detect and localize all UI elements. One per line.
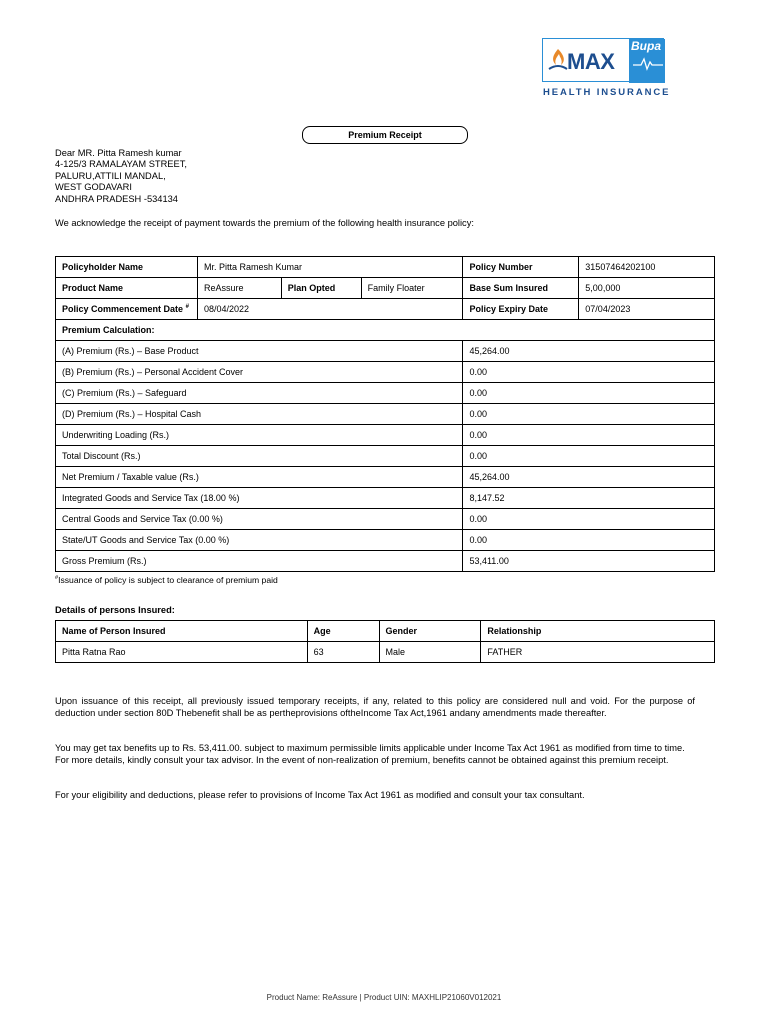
premium-row-label: Central Goods and Service Tax (0.00 %) xyxy=(56,509,463,530)
flame-icon xyxy=(547,47,569,73)
premium-row-value: 0.00 xyxy=(463,362,715,383)
paragraph-null-void: Upon issuance of this receipt, all previously issued temporary receipts, if any, related to this policy are considered null and void. For the purpose of deduction under section 80D Thebenefit shall be as pertheprovisions oftheIncome Tax Act,1961 andany amendments made thereafter. xyxy=(55,696,695,718)
dates-row xyxy=(56,299,715,320)
persons-heading: Details of persons Insured: xyxy=(55,605,175,615)
persons-header-cell: Name of Person Insured xyxy=(56,621,308,642)
premium-row-label: (C) Premium (Rs.) – Safeguard xyxy=(56,383,463,404)
premium-row-value: 8,147.52 xyxy=(463,488,715,509)
address-line-3: WEST GODAVARI xyxy=(55,182,132,192)
expiry-label: Policy Expiry Date xyxy=(463,299,579,320)
person-row xyxy=(56,642,715,663)
premium-calculation-label: Premium Calculation: xyxy=(56,320,715,341)
sum-insured-value: 5,00,000 xyxy=(579,278,715,299)
premium-row-label: Total Discount (Rs.) xyxy=(56,446,463,467)
product-value: ReAssure xyxy=(197,278,281,299)
premium-row xyxy=(56,551,715,572)
footer-product-info: Product Name: ReAssure | Product UIN: MAXHLIP21060V012021 xyxy=(266,993,502,1002)
company-logo xyxy=(540,38,671,100)
logo-subtitle: HEALTH INSURANCE xyxy=(543,87,671,98)
person-cell: 63 xyxy=(307,642,379,663)
premium-row-value: 45,264.00 xyxy=(463,467,715,488)
paragraph-eligibility: For your eligibility and deductions, please refer to provisions of Income Tax Act 1961 as modified and consult your tax consultant. xyxy=(55,790,585,800)
paragraph-tax-benefits: You may get tax benefits up to Rs. 53,411.00. subject to maximum permissible limits applicable under Income Tax Act 1961 as modified from time to time. For more details, kindly consult your tax advisor. In the event of non-realization of premium, benefits cannot be obtained against this premium receipt. xyxy=(55,743,685,765)
logo-brand: MAX xyxy=(567,49,615,74)
greeting: Dear MR. Pitta Ramesh kumar xyxy=(55,148,182,158)
premium-row xyxy=(56,467,715,488)
premium-row xyxy=(56,446,715,467)
person-cell: Pitta Ratna Rao xyxy=(56,642,308,663)
premium-row xyxy=(56,530,715,551)
product-row xyxy=(56,278,715,299)
heartbeat-icon xyxy=(633,57,663,71)
policy-table xyxy=(55,256,715,572)
address-line-4: ANDHRA PRADESH -534134 xyxy=(55,194,178,204)
premium-row-label: (A) Premium (Rs.) – Base Product xyxy=(56,341,463,362)
policyholder-row xyxy=(56,257,715,278)
premium-row xyxy=(56,509,715,530)
sum-insured-label: Base Sum Insured xyxy=(463,278,579,299)
persons-table xyxy=(55,620,715,663)
premium-row-value: 53,411.00 xyxy=(463,551,715,572)
page-title: Premium Receipt xyxy=(302,126,468,144)
premium-row-label: Integrated Goods and Service Tax (18.00 %) xyxy=(56,488,463,509)
premium-row-label: Underwriting Loading (Rs.) xyxy=(56,425,463,446)
premium-row-label: (B) Premium (Rs.) – Personal Accident Cover xyxy=(56,362,463,383)
policyholder-value: Mr. Pitta Ramesh Kumar xyxy=(197,257,462,278)
commencement-value: 08/04/2022 xyxy=(197,299,462,320)
premium-row xyxy=(56,362,715,383)
commencement-label: Policy Commencement Date # xyxy=(56,299,198,320)
persons-header-cell: Gender xyxy=(379,621,481,642)
plan-value: Family Floater xyxy=(361,278,463,299)
acknowledgement-text: We acknowledge the receipt of payment towards the premium of the following health insurance policy: xyxy=(55,218,474,228)
premium-row-value: 0.00 xyxy=(463,509,715,530)
premium-row xyxy=(56,341,715,362)
premium-row-value: 0.00 xyxy=(463,404,715,425)
persons-rows xyxy=(56,642,715,663)
premium-row-value: 0.00 xyxy=(463,446,715,467)
premium-row xyxy=(56,425,715,446)
premium-row-label: (D) Premium (Rs.) – Hospital Cash xyxy=(56,404,463,425)
person-cell: Male xyxy=(379,642,481,663)
premium-row-label: Gross Premium (Rs.) xyxy=(56,551,463,572)
logo-box xyxy=(542,38,664,82)
premium-row-label: Net Premium / Taxable value (Rs.) xyxy=(56,467,463,488)
expiry-value: 07/04/2023 xyxy=(579,299,715,320)
premium-row-value: 0.00 xyxy=(463,383,715,404)
premium-row-value: 45,264.00 xyxy=(463,341,715,362)
person-cell: FATHER xyxy=(481,642,715,663)
plan-label: Plan Opted xyxy=(281,278,361,299)
policyholder-label: Policyholder Name xyxy=(56,257,198,278)
premium-row xyxy=(56,383,715,404)
premium-row xyxy=(56,404,715,425)
policy-number-label: Policy Number xyxy=(463,257,579,278)
policy-number-value: 31507464202100 xyxy=(579,257,715,278)
product-label: Product Name xyxy=(56,278,198,299)
premium-row-label: State/UT Goods and Service Tax (0.00 %) xyxy=(56,530,463,551)
persons-header-cell: Relationship xyxy=(481,621,715,642)
address-line-2: PALURU,ATTILI MANDAL, xyxy=(55,171,166,181)
address-line-1: 4-125/3 RAMALAYAM STREET, xyxy=(55,159,187,169)
persons-header-row xyxy=(56,621,715,642)
premium-rows xyxy=(56,341,715,572)
logo-partner: Bupa xyxy=(631,39,661,53)
premium-row-value: 0.00 xyxy=(463,530,715,551)
persons-header-cell: Age xyxy=(307,621,379,642)
premium-calculation-row xyxy=(56,320,715,341)
premium-row-value: 0.00 xyxy=(463,425,715,446)
premium-row xyxy=(56,488,715,509)
footnote: #Issuance of policy is subject to clearance of premium paid xyxy=(55,574,278,585)
